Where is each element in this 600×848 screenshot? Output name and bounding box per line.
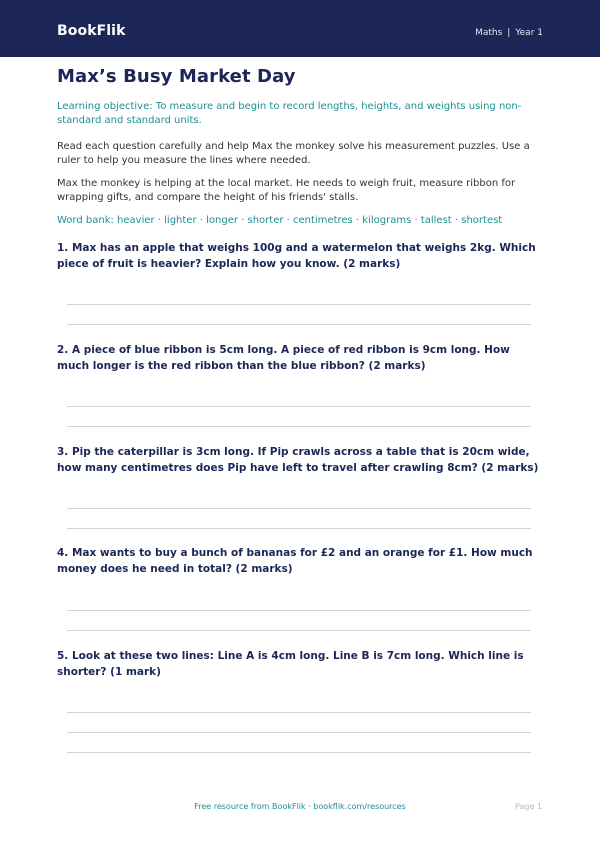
answer-line[interactable] xyxy=(67,630,531,631)
page-footer xyxy=(0,802,600,816)
page-number: Page 1 xyxy=(515,802,542,811)
answer-line[interactable] xyxy=(67,324,531,325)
answer-line[interactable] xyxy=(67,610,531,611)
instructions-text: Read each question carefully and help Max the monkey solve his measurement puzzles. Use a ruler to help you measure the lines where needed. xyxy=(57,141,530,166)
answer-line[interactable] xyxy=(67,712,531,713)
context-text: Max the monkey is helping at the local market. He needs to weigh fruit, measure ribbon for wrapping gifts, and compare the height of his friends' stalls. xyxy=(57,178,516,203)
answer-line[interactable] xyxy=(67,752,531,753)
question-3: 3. Pip the caterpillar is 3cm long. If Pip crawls across a table that is 20cm wide, how many centimetres does Pip have left to travel after crawling 8cm? (2 marks) xyxy=(57,446,539,474)
answer-line[interactable] xyxy=(67,304,531,305)
answer-line[interactable] xyxy=(67,426,531,427)
year-label: Year 1 xyxy=(515,28,543,38)
learning-objective: Learning objective: To measure and begin to record lengths, heights, and weights using non-standard and standard units. xyxy=(57,101,522,126)
word-bank: Word bank: heavier · lighter · longer · shorter · centimetres · kilograms · tallest · shortest xyxy=(57,215,503,226)
answer-line[interactable] xyxy=(67,732,531,733)
subject-label: Maths xyxy=(475,28,503,38)
answer-line[interactable] xyxy=(67,508,531,509)
brand-logo: BookFlik xyxy=(57,23,126,39)
answer-line[interactable] xyxy=(67,406,531,407)
worksheet-intro xyxy=(57,66,543,228)
answer-line[interactable] xyxy=(67,528,531,529)
meta-separator: | xyxy=(507,28,511,38)
question-4: 4. Max wants to buy a bunch of bananas for £2 and an orange for £1. How much money does he need in total? (2 marks) xyxy=(57,547,533,575)
subject-year-label xyxy=(475,28,543,38)
question-1: 1. Max has an apple that weighs 100g and a watermelon that weighs 2kg. Which piece of fruit is heavier? Explain how you know. (2 marks) xyxy=(57,242,536,270)
footer-resource-link[interactable]: Free resource from BookFlik · bookflik.com/resources xyxy=(194,802,406,811)
page-header xyxy=(0,0,600,57)
page-title: Max’s Busy Market Day xyxy=(57,66,296,87)
question-5: 5. Look at these two lines: Line A is 4cm long. Line B is 7cm long. Which line is shorter? (1 mark) xyxy=(57,650,524,678)
question-2: 2. A piece of blue ribbon is 5cm long. A piece of red ribbon is 9cm long. How much longer is the red ribbon than the blue ribbon? (2 marks) xyxy=(57,344,510,372)
